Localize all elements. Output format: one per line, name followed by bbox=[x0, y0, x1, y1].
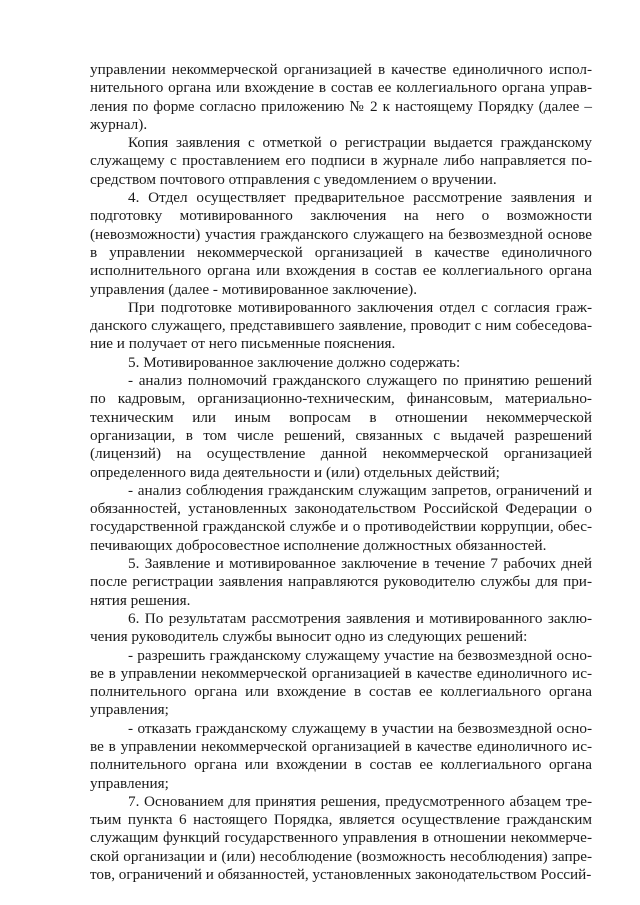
paragraph-interview: При подготовке мотивированного заключения отдел с согласия гражданского служащего, представившего заявление, проводит с ним собеседование и получает от него письменные пояснения. bbox=[90, 298, 592, 353]
paragraph-analysis-powers: - анализ полномочий гражданского служащего по принятию решений по кадровым, организационно-техническим, финансовым, материально-техническим или иным вопросам в отношении некоммерческой организации, в том числе решений, связанных с выдачей разрешений (лицензий) на осуществление данной некоммерческой организацией определенного вида деятельности и (или) отдельных действий; bbox=[90, 372, 592, 481]
document-page bbox=[90, 61, 592, 884]
paragraph-item-6: 6. По результатам рассмотрения заявления и мотивированного заключения руководитель службы выносит одно из следующих решений: bbox=[90, 609, 592, 646]
paragraph-item-7: 7. Основанием для принятия решения, предусмотренного абзацем третьим пункта 6 настоящего Порядка, является осуществление гражданским служащим функций государственного управления в отношении некоммерческой организации и (или) несоблюдение (возможность несоблюдения) запретов, ограничений и обязанностей, установленных законодательством Россий- bbox=[90, 792, 592, 884]
paragraph-item-5-heading: 5. Мотивированное заключение должно содержать: bbox=[128, 353, 461, 371]
paragraph-item-4: 4. Отдел осуществляет предварительное рассмотрение заявления и подготовку мотивированного заключения на него о возможности (невозможности) участия гражданского служащего на безвозмездной основе в управлении некоммерческой организацией в качестве единоличного исполнительного органа или вхождения в состав ее коллегиального органа управления (далее - мотивированное заключение). bbox=[90, 189, 592, 298]
paragraph-decision-allow: - разрешить гражданскому служащему участие на безвозмездной основе в управлении некоммерческой организацией в качестве единоличного исполнительного органа или вхождение в состав ее коллегиального органа управления; bbox=[90, 646, 592, 719]
paragraph-item-5-deadline: 5. Заявление и мотивированное заключение в течение 7 рабочих дней после регистрации заявления направляются руководителю службы для принятия решения. bbox=[90, 555, 592, 609]
paragraph-decision-refuse: - отказать гражданскому служащему в участии на безвозмездной основе в управлении некоммерческой организацией в качестве единоличного исполнительного органа или вхождении в состав ее коллегиального органа управления; bbox=[90, 719, 592, 792]
paragraph-copy-issued: Копия заявления с отметкой о регистрации выдается гражданскому служащему с проставлением его подписи в журнале либо направляется посредством почтового отправления с уведомлением о вручении. bbox=[90, 134, 592, 188]
paragraph-analysis-compliance: - анализ соблюдения гражданским служащим запретов, ограничений и обязанностей, установленных законодательством Российской Федерации о государственной гражданской службе и о противодействии коррупции, обеспечивающих добросовестное исполнение должностных обязанностей. bbox=[90, 481, 592, 554]
paragraph-journal-continuation: управлении некоммерческой организацией в качестве единоличного исполнительного органа или вхождение в состав ее коллегиального органа управления по форме согласно приложению № 2 к настоящему Порядку (далее – журнал). bbox=[90, 61, 592, 133]
